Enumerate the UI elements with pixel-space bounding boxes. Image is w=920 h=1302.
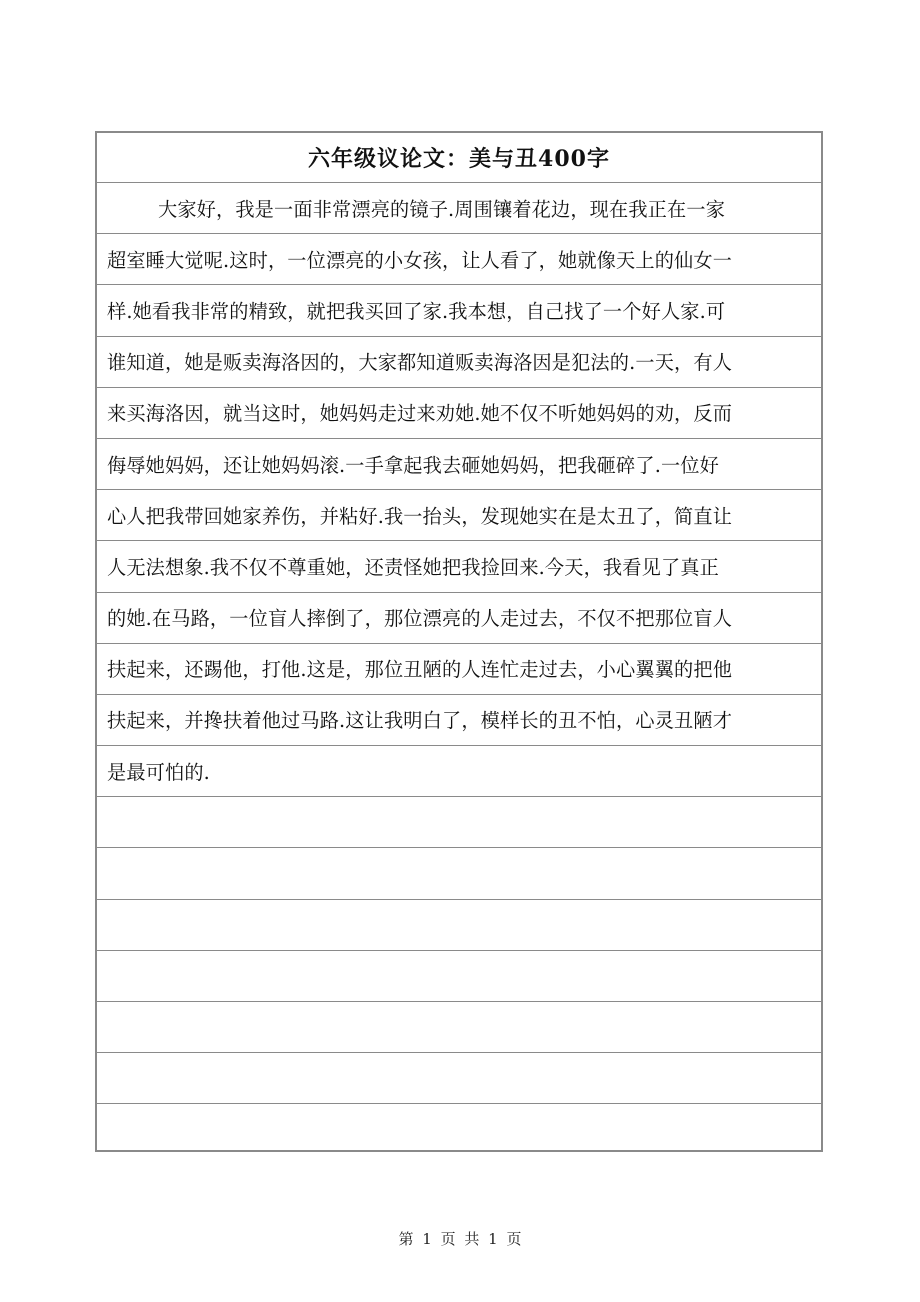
empty-line xyxy=(97,1002,821,1053)
essay-line: 扶起来，并搀扶着他过马路.这让我明白了，模样长的丑不怕，心灵丑陋才 xyxy=(97,695,821,746)
empty-line xyxy=(97,1104,821,1155)
empty-line xyxy=(97,848,821,899)
empty-line xyxy=(97,951,821,1002)
essay-line: 心人把我带回她家养伤，并粘好.我一抬头，发现她实在是太丑了，简直让 xyxy=(97,490,821,541)
essay-line: 大家好，我是一面非常漂亮的镜子.周围镶着花边，现在我正在一家 xyxy=(97,183,821,234)
essay-line: 样.她看我非常的精致，就把我买回了家.我本想，自己找了一个好人家.可 xyxy=(97,285,821,336)
essay-line: 侮辱她妈妈，还让她妈妈滚.一手拿起我去砸她妈妈，把我砸碎了.一位好 xyxy=(97,439,821,490)
empty-line xyxy=(97,797,821,848)
empty-line xyxy=(97,900,821,951)
essay-line: 来买海洛因，就当这时，她妈妈走过来劝她.她不仅不听她妈妈的劝，反而 xyxy=(97,388,821,439)
page-number: 第 1 页 共 1 页 xyxy=(398,1230,522,1248)
essay-line: 超室睡大觉呢.这时，一位漂亮的小女孩，让人看了，她就像天上的仙女一 xyxy=(97,234,821,285)
essay-line: 扶起来，还踢他，打他.这是，那位丑陋的人连忙走过去，小心翼翼的把他 xyxy=(97,644,821,695)
essay-sheet xyxy=(95,131,823,1152)
essay-line: 的她.在马路，一位盲人摔倒了，那位漂亮的人走过去，不仅不把那位盲人 xyxy=(97,593,821,644)
empty-line xyxy=(97,1053,821,1104)
essay-title: 六年级议论文：美与丑400字 xyxy=(97,133,821,183)
essay-line: 人无法想象.我不仅不尊重她，还责怪她把我捡回来.今天，我看见了真正 xyxy=(97,541,821,592)
essay-line: 谁知道，她是贩卖海洛因的，大家都知道贩卖海洛因是犯法的.一天，有人 xyxy=(97,337,821,388)
essay-line: 是最可怕的. xyxy=(97,746,821,797)
